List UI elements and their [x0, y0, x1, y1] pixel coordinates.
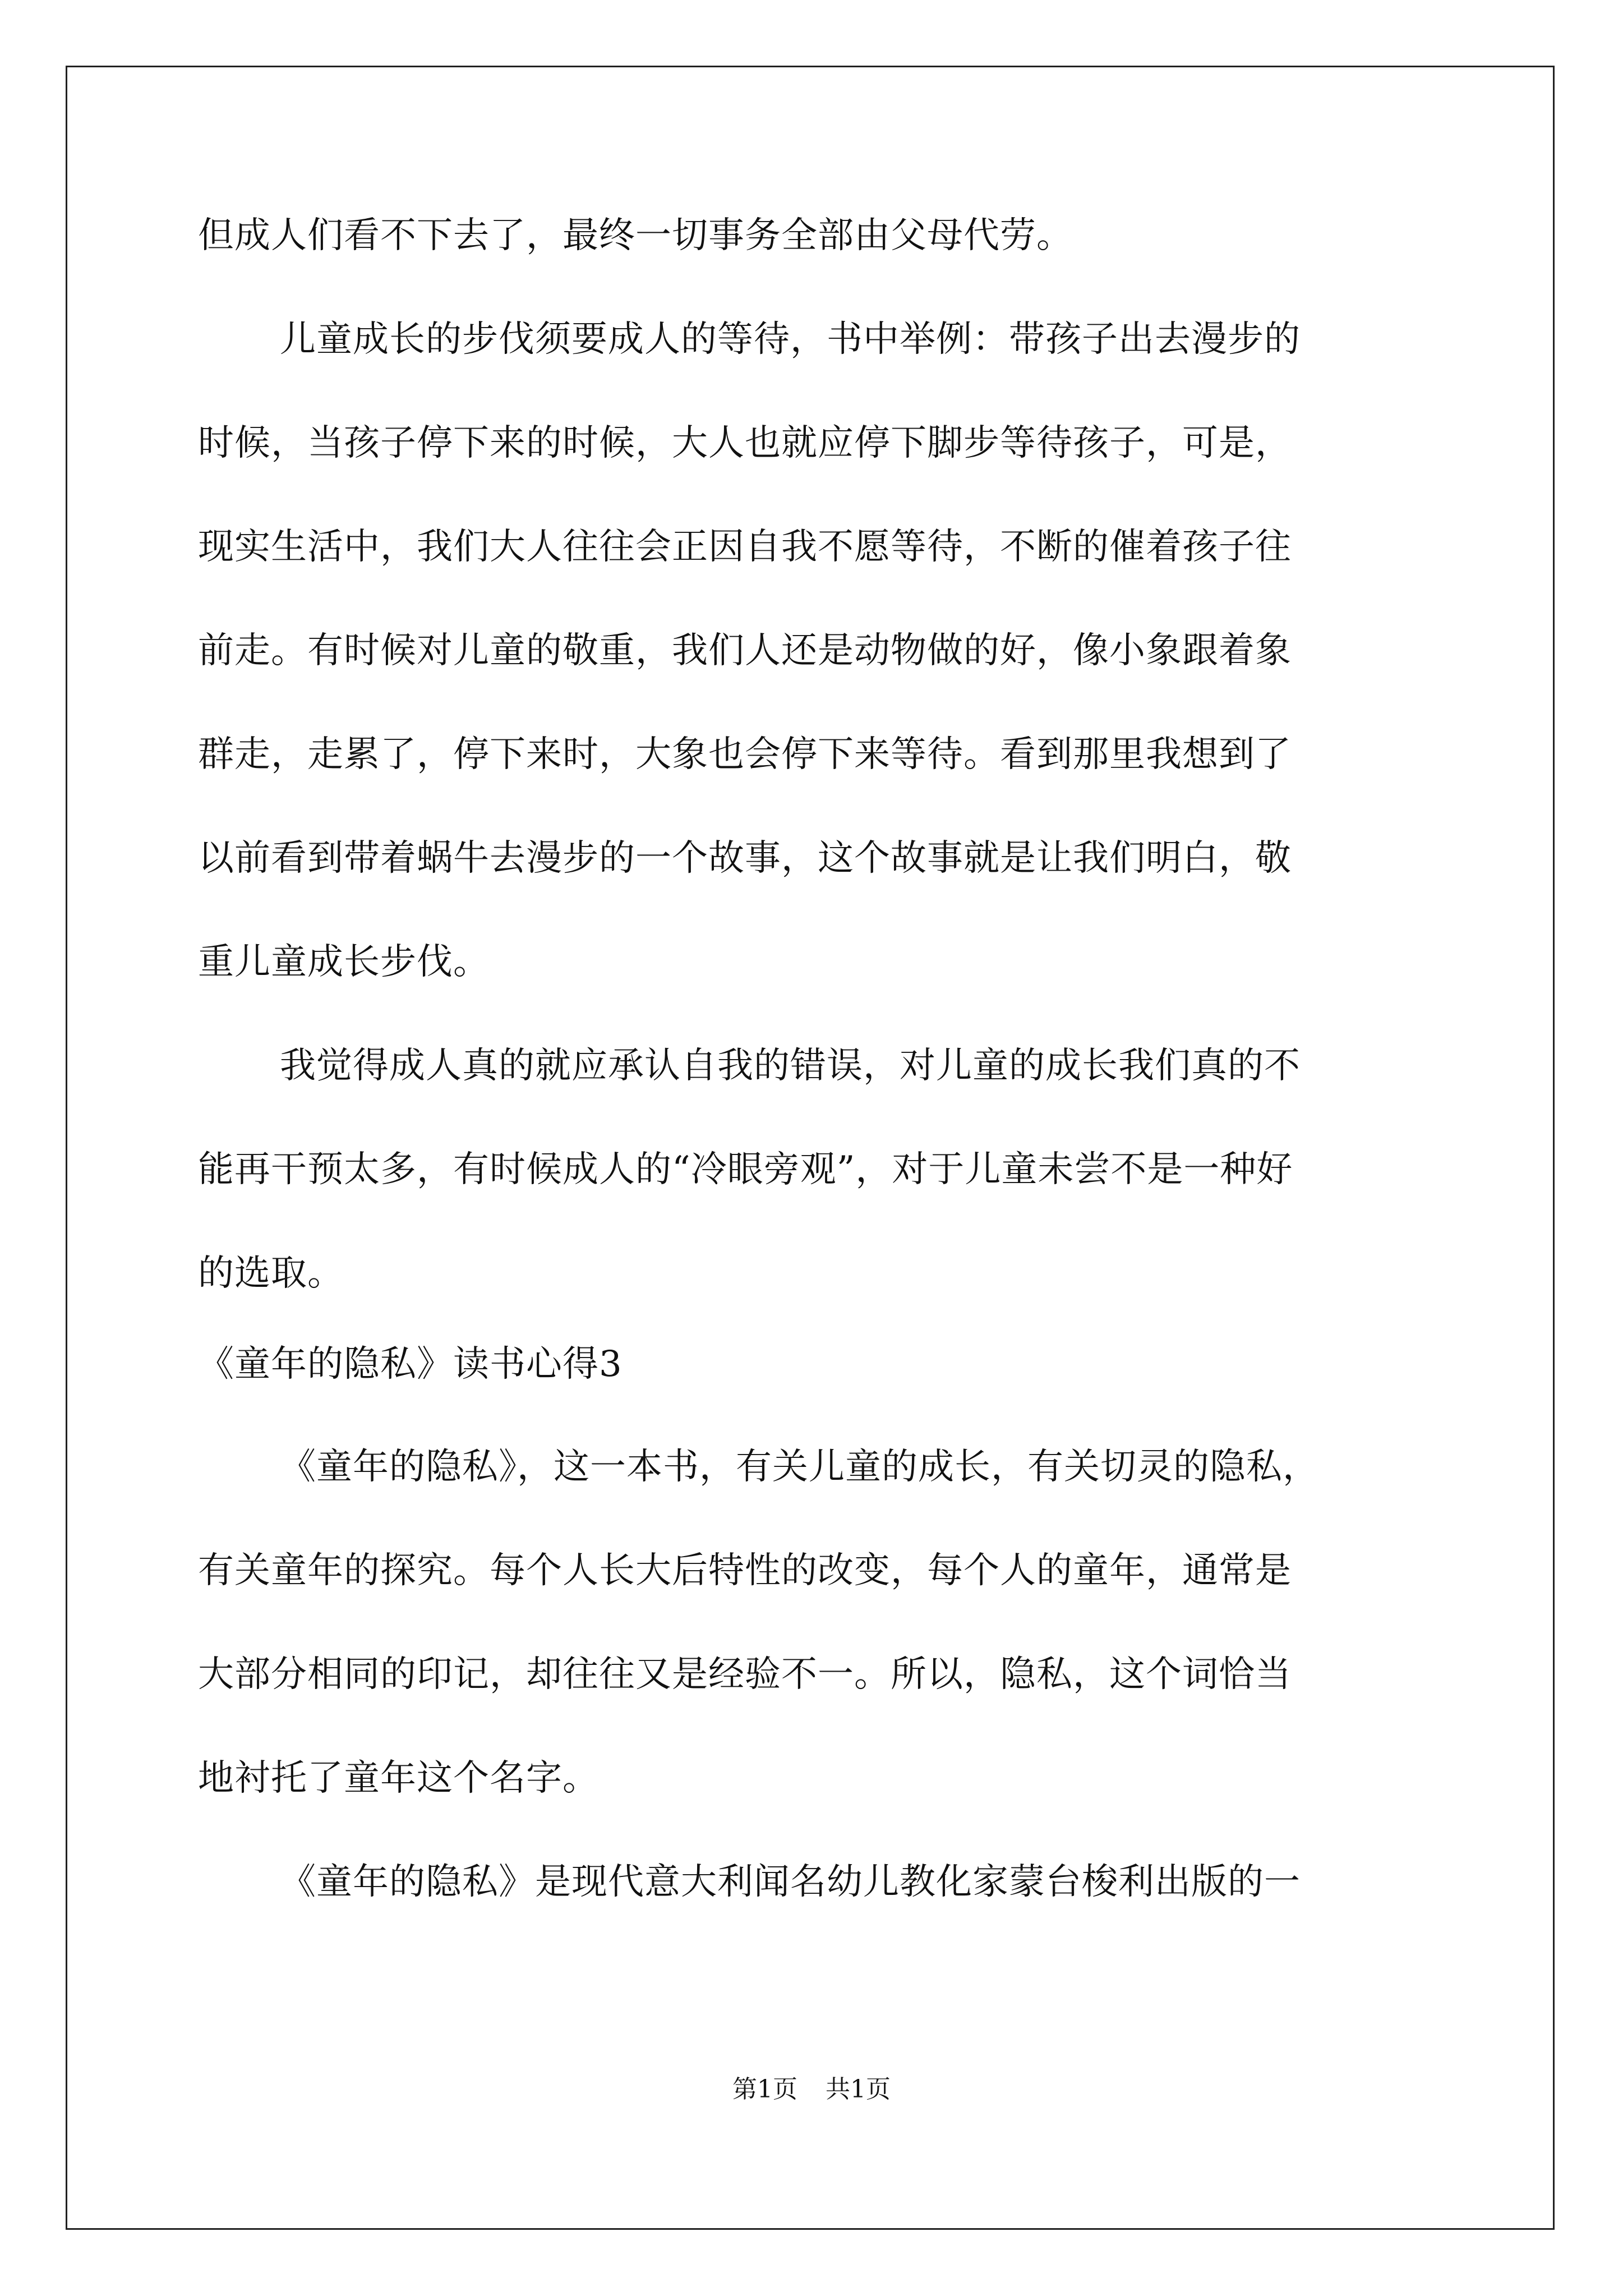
text-line: 大部分相同的印记，却往往又是经验不一。所以，隐私，这个词恰当 [198, 1654, 1292, 1695]
section-heading: 《童年的隐私》读书心得3 [198, 1343, 623, 1385]
text-line: 有关童年的探究。每个人长大后特性的改变，每个人的童年，通常是 [198, 1550, 1292, 1591]
text-line: 儿童成长的步伐须要成人的等待，书中举例：带孩子出去漫步的 [280, 319, 1301, 360]
text-line: 重儿童成长步伐。 [198, 941, 490, 983]
text-line: 地衬托了童年这个名字。 [198, 1757, 599, 1799]
text-line: 《童年的隐私》，这一本书，有关儿童的成长，有关切灵的隐私， [280, 1446, 1319, 1488]
page-footer [0, 2074, 1623, 2105]
text-line: 但成人们看不下去了，最终一切事务全部由父母代劳。 [198, 215, 1073, 256]
text-line: 我觉得成人真的就应承认自我的错误，对儿童的成长我们真的不 [280, 1045, 1301, 1087]
text-line: 《童年的隐私》是现代意大利闻名幼儿教化家蒙台梭利出版的一 [280, 1861, 1301, 1903]
text-line: 群走，走累了，停下来时，大象也会停下来等待。看到那里我想到了 [198, 734, 1292, 775]
text-line: 能再干预太多，有时候成人的“冷眼旁观”，对于儿童未尝不是一种好 [198, 1149, 1293, 1190]
text-line: 以前看到带着蜗牛去漫步的一个故事，这个故事就是让我们明白，敬 [198, 838, 1292, 879]
text-line: 时候，当孩子停下来的时候，大人也就应停下脚步等待孩子，可是， [198, 422, 1292, 464]
text-line: 的选取。 [198, 1253, 344, 1294]
text-line: 前走。有时候对儿童的敬重，我们人还是动物做的好，像小象跟着象 [198, 630, 1292, 671]
page-number: 第1页 [732, 2075, 797, 2104]
page-total: 共1页 [826, 2075, 891, 2104]
text-line: 现实生活中，我们大人往往会正因自我不愿等待，不断的催着孩子往 [198, 526, 1292, 568]
